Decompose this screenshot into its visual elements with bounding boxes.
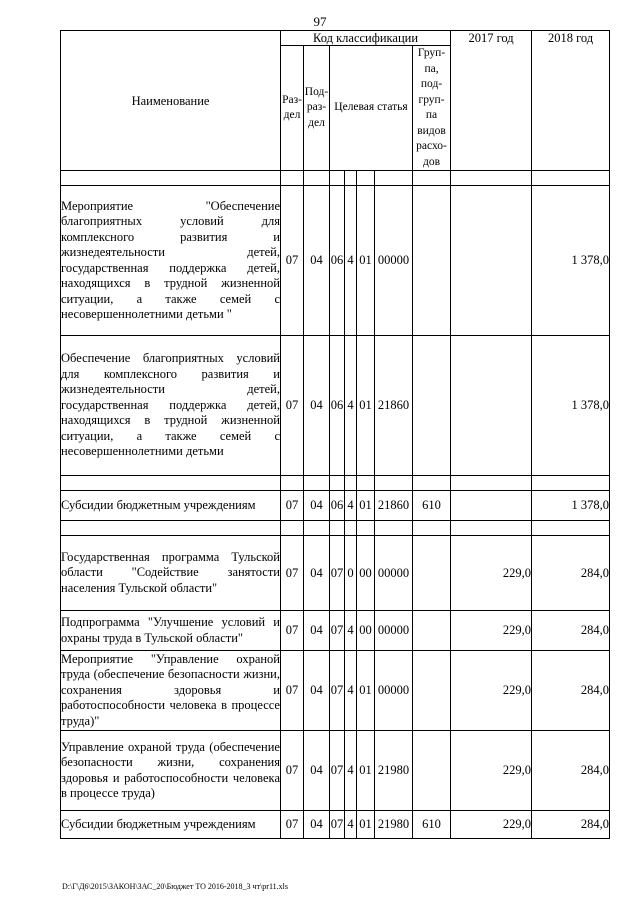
code-t2: 0: [345, 536, 357, 611]
code-rz: 07: [281, 611, 304, 651]
amount-y2018: 1 378,0: [532, 491, 610, 521]
code-t1: 07: [330, 651, 345, 731]
amount-y2017: 229,0: [451, 651, 532, 731]
spacer-cell: [375, 521, 413, 536]
amount-y2017: [451, 491, 532, 521]
row-name: Подпрограмма "Улучшение условий и охраны труда в Тульской области": [61, 611, 281, 651]
spacer-row: [61, 521, 610, 536]
spacer-cell: [413, 476, 451, 491]
code-pr: 04: [304, 491, 330, 521]
spacer-cell: [281, 521, 304, 536]
spacer-cell: [281, 476, 304, 491]
code-t4: 21980: [375, 731, 413, 811]
file-path-footer: D:\Г\Д6\2015\ЗАКОН\ЗАС_20\Бюджет ТО 2016-2018_3 чт\pr11.xls: [62, 882, 288, 891]
code-rz: 07: [281, 811, 304, 839]
header-name: Наименование: [61, 31, 281, 171]
spacer-cell: [61, 171, 281, 186]
code-t3: 01: [357, 491, 375, 521]
amount-y2017: 229,0: [451, 811, 532, 839]
code-t3: 01: [357, 186, 375, 336]
spacer-cell: [281, 171, 304, 186]
spacer-cell: [413, 171, 451, 186]
spacer-cell: [451, 476, 532, 491]
spacer-cell: [304, 171, 330, 186]
header-2018: 2018 год: [532, 31, 610, 171]
amount-y2017: 229,0: [451, 536, 532, 611]
budget-table: [60, 30, 610, 839]
amount-y2017: [451, 336, 532, 476]
code-t2: 4: [345, 731, 357, 811]
row-name: Мероприятие "Управление охраной труда (обеспечение безопасности жизни, сохранения здоровья и работоспособности человека в процессе труда)": [61, 651, 281, 731]
code-vr: [413, 731, 451, 811]
amount-y2017: 229,0: [451, 611, 532, 651]
spacer-cell: [330, 171, 345, 186]
spacer-cell: [375, 171, 413, 186]
spacer-cell: [61, 476, 281, 491]
header-code: Код классификации: [281, 31, 451, 46]
spacer-cell: [357, 521, 375, 536]
header-target: Целевая статья: [330, 46, 413, 171]
spacer-row: [61, 476, 610, 491]
table-row: [61, 651, 610, 731]
spacer-cell: [345, 476, 357, 491]
code-t3: 01: [357, 651, 375, 731]
amount-y2018: 284,0: [532, 611, 610, 651]
row-name: Управление охраной труда (обеспечение безопасности жизни, сохранения здоровья и работоспособности человека в процессе труда): [61, 731, 281, 811]
code-vr: 610: [413, 811, 451, 839]
code-t1: 07: [330, 811, 345, 839]
code-pr: 04: [304, 336, 330, 476]
row-name: Мероприятие "Обеспечение благоприятных условий для комплексного развития и жизнедеятельности детей, государственная поддержка детей, находящихся в трудной жизненной ситуации, а также семей с несовершеннолетними детьми ": [61, 186, 281, 336]
row-name: Государственная программа Тульской области "Содействие занятости населения Тульской области": [61, 536, 281, 611]
spacer-cell: [330, 521, 345, 536]
spacer-cell: [357, 476, 375, 491]
code-t4: 21860: [375, 336, 413, 476]
code-t3: 01: [357, 811, 375, 839]
spacer-cell: [413, 521, 451, 536]
code-t2: 4: [345, 336, 357, 476]
spacer-cell: [61, 521, 281, 536]
spacer-cell: [451, 171, 532, 186]
row-name: Субсидии бюджетным учреждениям: [61, 491, 281, 521]
spacer-cell: [304, 521, 330, 536]
code-t4: 21860: [375, 491, 413, 521]
table-body: [61, 171, 610, 839]
table-row: [61, 731, 610, 811]
code-t3: 00: [357, 611, 375, 651]
code-t2: 4: [345, 491, 357, 521]
table-row: [61, 811, 610, 839]
amount-y2018: 284,0: [532, 651, 610, 731]
code-t2: 4: [345, 611, 357, 651]
code-vr: [413, 651, 451, 731]
code-pr: 04: [304, 536, 330, 611]
code-vr: [413, 186, 451, 336]
header-podrazdel: Под-раз-дел: [304, 46, 330, 171]
code-t4: 00000: [375, 651, 413, 731]
code-t4: 21980: [375, 811, 413, 839]
spacer-cell: [532, 521, 610, 536]
spacer-cell: [357, 171, 375, 186]
page-number: 97: [313, 14, 327, 29]
code-pr: 04: [304, 651, 330, 731]
code-pr: 04: [304, 731, 330, 811]
table-row: [61, 611, 610, 651]
header-2017: 2017 год: [451, 31, 532, 171]
spacer-cell: [330, 476, 345, 491]
code-vr: [413, 336, 451, 476]
code-pr: 04: [304, 811, 330, 839]
code-vr: [413, 536, 451, 611]
code-t4: 00000: [375, 186, 413, 336]
amount-y2018: 284,0: [532, 536, 610, 611]
code-t1: 07: [330, 536, 345, 611]
spacer-cell: [345, 521, 357, 536]
code-rz: 07: [281, 651, 304, 731]
table-row: [61, 186, 610, 336]
spacer-cell: [532, 171, 610, 186]
spacer-cell: [375, 476, 413, 491]
code-pr: 04: [304, 611, 330, 651]
code-t4: 00000: [375, 611, 413, 651]
row-name: Субсидии бюджетным учреждениям: [61, 811, 281, 839]
code-t2: 4: [345, 651, 357, 731]
code-t3: 00: [357, 536, 375, 611]
table-row: [61, 491, 610, 521]
code-t1: 06: [330, 491, 345, 521]
table-row: [61, 536, 610, 611]
code-t4: 00000: [375, 536, 413, 611]
spacer-cell: [304, 476, 330, 491]
code-rz: 07: [281, 491, 304, 521]
spacer-cell: [345, 171, 357, 186]
header-razdel: Раз-дел: [281, 46, 304, 171]
spacer-cell: [532, 476, 610, 491]
code-t2: 4: [345, 186, 357, 336]
spacer-row: [61, 171, 610, 186]
code-t3: 01: [357, 336, 375, 476]
code-t1: 06: [330, 336, 345, 476]
code-t2: 4: [345, 811, 357, 839]
spacer-cell: [451, 521, 532, 536]
header-group: Груп-па, под-груп-па видов расхо-дов: [413, 46, 451, 171]
code-vr: 610: [413, 491, 451, 521]
amount-y2017: 229,0: [451, 731, 532, 811]
code-t1: 06: [330, 186, 345, 336]
code-t1: 07: [330, 611, 345, 651]
code-t3: 01: [357, 731, 375, 811]
row-name: Обеспечение благоприятных условий для комплексного развития и жизнедеятельности детей, государственная поддержка детей, находящихся в трудной жизненной ситуации, а также семей с несовершеннолетними детьми: [61, 336, 281, 476]
amount-y2018: 284,0: [532, 731, 610, 811]
amount-y2017: [451, 186, 532, 336]
code-vr: [413, 611, 451, 651]
amount-y2018: 1 378,0: [532, 186, 610, 336]
amount-y2018: 1 378,0: [532, 336, 610, 476]
code-pr: 04: [304, 186, 330, 336]
code-rz: 07: [281, 731, 304, 811]
code-rz: 07: [281, 536, 304, 611]
code-rz: 07: [281, 186, 304, 336]
code-t1: 07: [330, 731, 345, 811]
amount-y2018: 284,0: [532, 811, 610, 839]
code-rz: 07: [281, 336, 304, 476]
table-row: [61, 336, 610, 476]
